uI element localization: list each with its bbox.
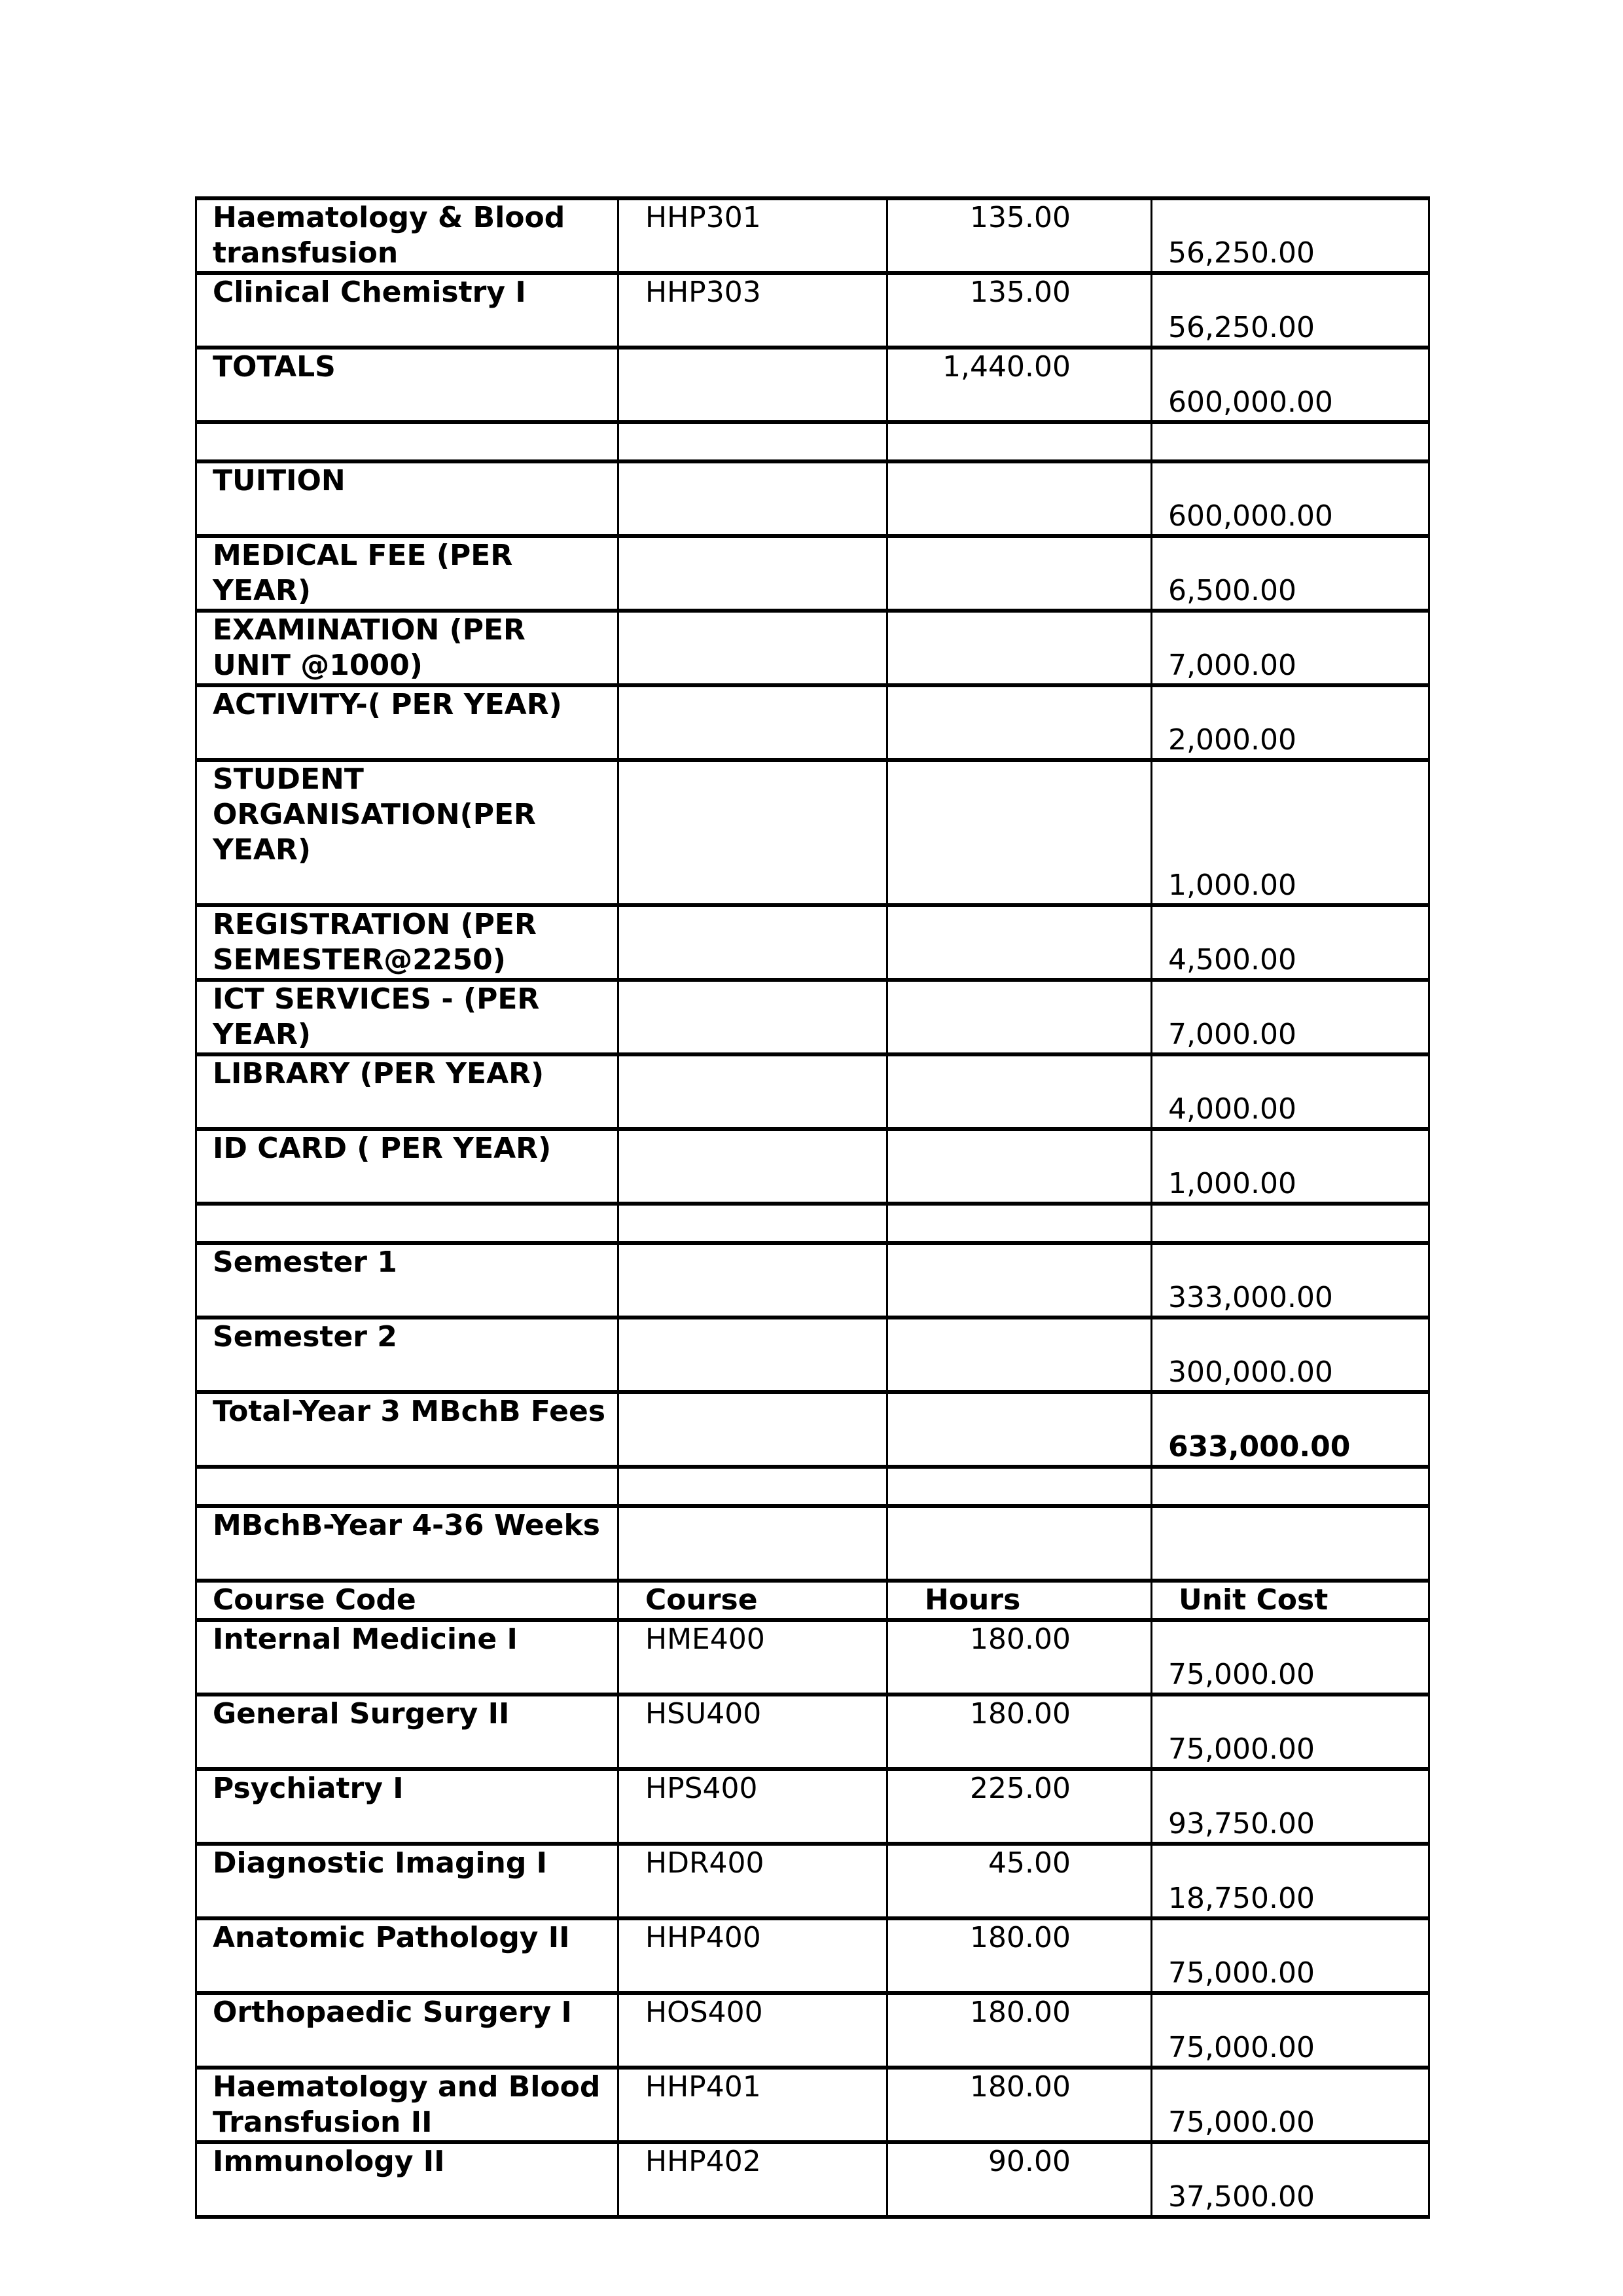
fee-row: [196, 685, 1429, 760]
fee-amount: 6,500.00: [1152, 536, 1429, 611]
course-unit-cost: 56,250.00: [1152, 198, 1429, 273]
empty-cell: [618, 611, 887, 685]
course-hours: 180.00: [887, 1695, 1152, 1769]
empty-cell: [1152, 1204, 1429, 1243]
totals-label: TOTALS: [196, 348, 618, 422]
fee-amount: 4,000.00: [1152, 1054, 1429, 1129]
totals-row: [196, 348, 1429, 422]
course-hours: 180.00: [887, 1620, 1152, 1695]
fee-row: [196, 536, 1429, 611]
empty-cell: [618, 1318, 887, 1392]
fee-label: TUITION: [196, 461, 618, 536]
fee-label: Semester 2: [196, 1318, 618, 1392]
course-hours: 90.00: [887, 2142, 1152, 2217]
fee-row: [196, 1392, 1429, 1467]
course-row: [196, 1695, 1429, 1769]
blank-row: [196, 1204, 1429, 1243]
course-name: Clinical Chemistry I: [196, 273, 618, 348]
course-name: Internal Medicine I: [196, 1620, 618, 1695]
fee-label: Semester 1: [196, 1243, 618, 1318]
empty-cell: [618, 980, 887, 1054]
fee-row: [196, 760, 1429, 905]
fee-row: [196, 905, 1429, 980]
header-course: Course: [618, 1581, 887, 1620]
header-course-code: Course Code: [196, 1581, 618, 1620]
empty-cell: [887, 1392, 1152, 1467]
empty-cell: [618, 1243, 887, 1318]
empty-cell: [196, 1467, 618, 1506]
course-name: Haematology and Blood Transfusion II: [196, 2068, 618, 2142]
empty-cell: [618, 1054, 887, 1129]
empty-cell: [887, 1243, 1152, 1318]
blank-row: [196, 1467, 1429, 1506]
fee-amount: 1,000.00: [1152, 1129, 1429, 1204]
empty-cell: [887, 422, 1152, 461]
empty-cell: [887, 760, 1152, 905]
header-hours: Hours: [887, 1581, 1152, 1620]
empty-cell: [887, 685, 1152, 760]
empty-cell: [618, 1129, 887, 1204]
course-unit-cost: 56,250.00: [1152, 273, 1429, 348]
empty-cell: [1152, 1506, 1429, 1581]
course-row: [196, 198, 1429, 273]
course-code: [618, 348, 887, 422]
course-row: [196, 273, 1429, 348]
empty-cell: [618, 536, 887, 611]
empty-cell: [887, 1506, 1152, 1581]
empty-cell: [887, 611, 1152, 685]
empty-cell: [887, 980, 1152, 1054]
course-hours: 45.00: [887, 1844, 1152, 1918]
course-row: [196, 1993, 1429, 2068]
fee-row: [196, 1243, 1429, 1318]
fee-label: ACTIVITY-( PER YEAR): [196, 685, 618, 760]
fee-amount: 600,000.00: [1152, 461, 1429, 536]
empty-cell: [618, 1392, 887, 1467]
course-hours: 135.00: [887, 273, 1152, 348]
course-unit-cost: 75,000.00: [1152, 1993, 1429, 2068]
fee-row: [196, 461, 1429, 536]
fee-label: LIBRARY (PER YEAR): [196, 1054, 618, 1129]
fee-label: ICT SERVICES - (PER YEAR): [196, 980, 618, 1054]
empty-cell: [887, 1318, 1152, 1392]
fee-amount: 333,000.00: [1152, 1243, 1429, 1318]
course-code: HME400: [618, 1620, 887, 1695]
header-unit-cost: Unit Cost: [1152, 1581, 1429, 1620]
course-code: HOS400: [618, 1993, 887, 2068]
course-unit-cost: 37,500.00: [1152, 2142, 1429, 2217]
empty-cell: [618, 1506, 887, 1581]
course-code: HPS400: [618, 1769, 887, 1844]
course-unit-cost: 75,000.00: [1152, 1620, 1429, 1695]
course-row: [196, 2068, 1429, 2142]
empty-cell: [887, 1204, 1152, 1243]
course-name: Psychiatry I: [196, 1769, 618, 1844]
fee-row: [196, 611, 1429, 685]
course-unit-cost: 75,000.00: [1152, 1695, 1429, 1769]
course-unit-cost: 75,000.00: [1152, 1918, 1429, 1993]
empty-cell: [196, 422, 618, 461]
course-unit-cost: 600,000.00: [1152, 348, 1429, 422]
fee-amount: 4,500.00: [1152, 905, 1429, 980]
course-hours: 180.00: [887, 1993, 1152, 2068]
course-code: HSU400: [618, 1695, 887, 1769]
empty-cell: [887, 1054, 1152, 1129]
fee-label: REGISTRATION (PER SEMESTER@2250): [196, 905, 618, 980]
course-hours: 180.00: [887, 1918, 1152, 1993]
fee-amount: 7,000.00: [1152, 611, 1429, 685]
fee-amount: 300,000.00: [1152, 1318, 1429, 1392]
course-hours: 135.00: [887, 198, 1152, 273]
fee-row: [196, 1129, 1429, 1204]
fee-label: MEDICAL FEE (PER YEAR): [196, 536, 618, 611]
fee-amount: 1,000.00: [1152, 760, 1429, 905]
course-code: HHP303: [618, 273, 887, 348]
empty-cell: [618, 905, 887, 980]
course-name: Diagnostic Imaging I: [196, 1844, 618, 1918]
section-title: MBchB-Year 4-36 Weeks: [196, 1506, 618, 1581]
course-unit-cost: 18,750.00: [1152, 1844, 1429, 1918]
empty-cell: [1152, 1467, 1429, 1506]
course-name: General Surgery II: [196, 1695, 618, 1769]
course-row: [196, 1769, 1429, 1844]
course-hours: 1,440.00: [887, 348, 1152, 422]
course-name: Haematology & Blood transfusion: [196, 198, 618, 273]
course-row: [196, 2142, 1429, 2217]
empty-cell: [196, 1204, 618, 1243]
empty-cell: [1152, 422, 1429, 461]
blank-row: [196, 422, 1429, 461]
empty-cell: [618, 1204, 887, 1243]
fee-label: STUDENT ORGANISATION(PER YEAR): [196, 760, 618, 905]
empty-cell: [887, 1467, 1152, 1506]
course-code: HHP401: [618, 2068, 887, 2142]
empty-cell: [618, 685, 887, 760]
course-code: HDR400: [618, 1844, 887, 1918]
empty-cell: [618, 461, 887, 536]
fee-label: ID CARD ( PER YEAR): [196, 1129, 618, 1204]
course-unit-cost: 75,000.00: [1152, 2068, 1429, 2142]
course-name: Orthopaedic Surgery I: [196, 1993, 618, 2068]
course-row: [196, 1844, 1429, 1918]
fee-amount: 7,000.00: [1152, 980, 1429, 1054]
course-hours: 180.00: [887, 2068, 1152, 2142]
course-unit-cost: 93,750.00: [1152, 1769, 1429, 1844]
empty-cell: [887, 461, 1152, 536]
empty-cell: [887, 1129, 1152, 1204]
fee-row: [196, 980, 1429, 1054]
course-code: HHP400: [618, 1918, 887, 1993]
fee-row: [196, 1054, 1429, 1129]
fee-schedule-table: [195, 196, 1430, 2219]
section-title-row: [196, 1506, 1429, 1581]
course-row: [196, 1620, 1429, 1695]
total-amount: 633,000.00: [1152, 1392, 1429, 1467]
course-code: HHP402: [618, 2142, 887, 2217]
course-code: HHP301: [618, 198, 887, 273]
course-hours: 225.00: [887, 1769, 1152, 1844]
fee-label: EXAMINATION (PER UNIT @1000): [196, 611, 618, 685]
column-header-row: [196, 1581, 1429, 1620]
empty-cell: [618, 1467, 887, 1506]
course-row: [196, 1918, 1429, 1993]
fee-schedule-body: [196, 198, 1429, 2217]
fee-label: Total-Year 3 MBchB Fees: [196, 1392, 618, 1467]
empty-cell: [618, 760, 887, 905]
empty-cell: [887, 536, 1152, 611]
empty-cell: [887, 905, 1152, 980]
empty-cell: [618, 422, 887, 461]
course-name: Immunology II: [196, 2142, 618, 2217]
course-name: Anatomic Pathology II: [196, 1918, 618, 1993]
fee-amount: 2,000.00: [1152, 685, 1429, 760]
fee-row: [196, 1318, 1429, 1392]
